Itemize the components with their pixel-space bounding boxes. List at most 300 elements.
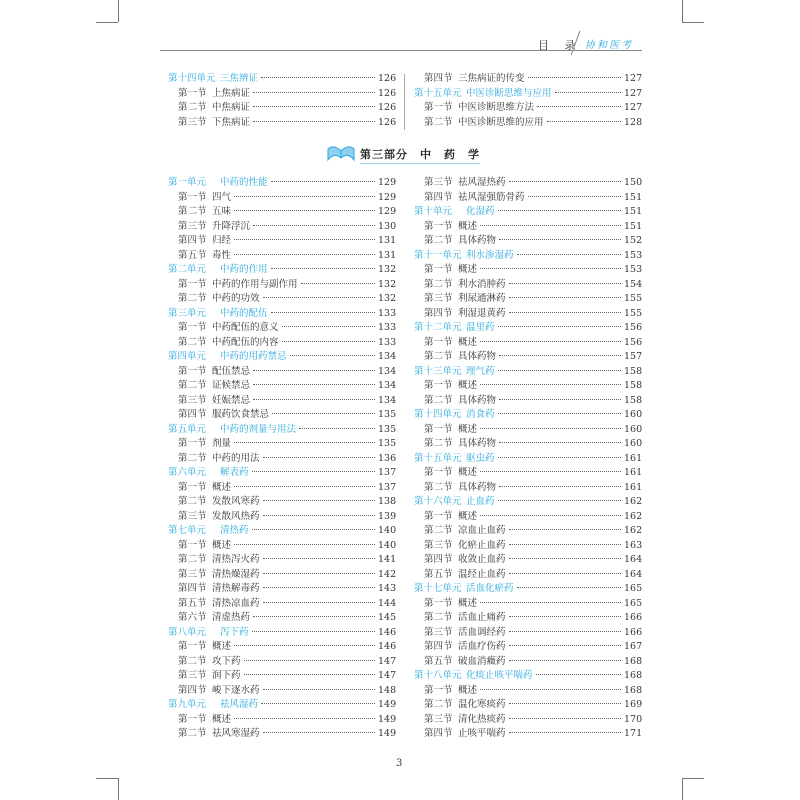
toc-section-entry[interactable] <box>168 249 396 264</box>
entry-number: 第一节 <box>424 423 453 435</box>
entry-number: 第五单元 <box>168 423 207 435</box>
entry-title: 中医诊断思维与应用 <box>466 87 552 99</box>
entry-title: 理气药 <box>466 365 495 377</box>
entry-title: 攻下药 <box>212 655 241 667</box>
toc-unit-entry[interactable] <box>414 408 642 423</box>
entry-number: 第一节 <box>424 380 453 391</box>
entry-number: 第一节 <box>424 102 453 113</box>
toc-section-entry[interactable] <box>414 539 642 554</box>
entry-page: 134 <box>378 380 397 391</box>
entry-label <box>168 669 241 684</box>
entry-label <box>414 234 496 249</box>
entry-label <box>414 481 496 496</box>
entry-page: 128 <box>624 116 643 128</box>
dot-leader <box>499 239 621 240</box>
entry-label <box>414 278 506 293</box>
toc-unit-entry[interactable] <box>414 669 642 684</box>
entry-page: 153 <box>624 249 643 261</box>
toc-section-entry[interactable] <box>414 278 642 293</box>
entry-page: 135 <box>378 409 397 420</box>
entry-number: 第三单元 <box>168 307 207 319</box>
entry-label <box>414 408 495 423</box>
entry-number: 第二节 <box>178 293 207 304</box>
dot-leader <box>509 544 621 545</box>
entry-title: 中药的剂量与用法 <box>220 423 297 435</box>
entry-page: 138 <box>378 496 397 507</box>
entry-label <box>414 640 506 655</box>
dot-leader <box>498 500 621 501</box>
entry-page: 157 <box>624 351 643 362</box>
toc-section-entry[interactable] <box>414 684 642 699</box>
column-divider <box>404 74 405 130</box>
entry-number: 第四节 <box>424 641 453 652</box>
toc-section-entry[interactable] <box>414 116 642 131</box>
entry-label <box>168 684 260 699</box>
entry-page: 135 <box>378 423 397 435</box>
toc-section-entry[interactable] <box>168 727 396 742</box>
entry-label <box>414 205 495 220</box>
toc-section-entry[interactable] <box>414 626 642 641</box>
dot-leader <box>301 283 375 284</box>
entry-label <box>168 408 269 423</box>
crop-mark <box>682 778 683 800</box>
toc-unit-entry[interactable] <box>414 249 642 264</box>
entry-page: 133 <box>378 336 397 348</box>
entry-number: 第一节 <box>424 336 453 348</box>
toc-section-entry[interactable] <box>414 263 642 278</box>
entry-title: 概述 <box>458 380 478 391</box>
open-book-icon <box>326 146 356 164</box>
entry-title: 中医诊断思维方法 <box>458 102 535 113</box>
entry-page: 141 <box>378 554 397 565</box>
entry-label <box>168 394 250 409</box>
toc-section-entry[interactable] <box>168 684 396 699</box>
dot-leader <box>480 384 621 385</box>
entry-number: 第四单元 <box>168 351 207 362</box>
toc-unit-entry[interactable] <box>414 582 642 597</box>
toc-section-entry[interactable] <box>168 292 396 307</box>
dot-leader <box>261 703 375 704</box>
entry-label <box>414 176 506 191</box>
part-heading <box>326 146 480 164</box>
entry-number: 第二节 <box>178 102 207 113</box>
entry-number: 第一单元 <box>168 177 207 188</box>
toc-section-entry[interactable] <box>168 234 396 249</box>
entry-number: 第四节 <box>424 191 453 203</box>
dot-leader <box>244 660 375 661</box>
entry-label <box>168 481 231 496</box>
entry-title: 化痰止咳平喘药 <box>466 670 533 681</box>
toc-unit-entry[interactable] <box>168 466 396 481</box>
entry-label <box>168 539 231 554</box>
entry-title: 凉血止血药 <box>458 525 506 536</box>
toc-section-entry[interactable] <box>414 466 642 481</box>
toc-section-entry[interactable] <box>168 553 396 568</box>
dot-leader <box>263 297 375 298</box>
entry-number: 第五节 <box>424 568 453 580</box>
toc-section-entry[interactable] <box>414 655 642 670</box>
entry-number: 第十七单元 <box>414 583 462 594</box>
entry-page: 160 <box>624 423 643 435</box>
dot-leader <box>480 268 621 269</box>
entry-label <box>414 437 496 452</box>
entry-page: 171 <box>624 728 643 739</box>
entry-label <box>168 495 260 510</box>
entry-label <box>414 307 506 322</box>
entry-title: 消食药 <box>466 409 495 420</box>
entry-label <box>168 437 231 452</box>
entry-title: 活血化瘀药 <box>466 583 514 594</box>
entry-label <box>414 582 514 597</box>
toc-section-entry[interactable] <box>414 713 642 728</box>
entry-number: 第十五单元 <box>414 87 462 99</box>
crop-mark <box>682 22 704 23</box>
entry-label <box>168 263 268 278</box>
entry-page: 126 <box>378 73 397 84</box>
toc-section-entry[interactable] <box>168 191 396 206</box>
entry-label <box>414 336 477 351</box>
toc-section-entry[interactable] <box>414 234 642 249</box>
toc-section-entry[interactable] <box>414 481 642 496</box>
entry-title: 清虚热药 <box>212 612 251 623</box>
dot-leader <box>253 106 375 107</box>
entry-page: 168 <box>624 670 643 681</box>
dot-leader <box>234 254 375 255</box>
entry-number: 第一节 <box>424 510 453 522</box>
toc-section-entry[interactable] <box>168 568 396 583</box>
entry-label <box>414 379 477 394</box>
entry-page: 149 <box>378 713 397 725</box>
toc-section-entry[interactable] <box>414 524 642 539</box>
entry-number: 第二节 <box>178 655 207 667</box>
entry-number: 第二节 <box>178 380 207 391</box>
toc-section-entry[interactable] <box>168 437 396 452</box>
dot-leader <box>498 210 621 211</box>
entry-page: 158 <box>624 365 643 377</box>
dot-leader <box>282 326 375 327</box>
entry-page: 132 <box>378 293 397 304</box>
entry-number: 第三节 <box>178 394 207 406</box>
toc-section-entry[interactable] <box>414 423 642 438</box>
entry-page: 160 <box>624 438 643 449</box>
dot-leader <box>499 399 621 400</box>
toc-section-entry[interactable] <box>414 640 642 655</box>
dot-leader <box>253 225 375 226</box>
entry-number: 第一节 <box>178 438 207 449</box>
toc-section-entry[interactable] <box>168 495 396 510</box>
toc-unit-entry[interactable] <box>168 698 396 713</box>
toc-unit-entry[interactable] <box>414 452 642 467</box>
toc-section-entry[interactable] <box>414 336 642 351</box>
entry-page: 158 <box>624 380 643 391</box>
toc-section-entry[interactable] <box>168 321 396 336</box>
toc-section-entry[interactable] <box>414 191 642 206</box>
entry-number: 第一节 <box>424 467 453 478</box>
entry-page: 126 <box>378 102 397 113</box>
entry-label <box>414 611 506 626</box>
toc-unit-entry[interactable] <box>168 176 396 191</box>
toc-unit-entry[interactable] <box>168 307 396 322</box>
entry-page: 161 <box>624 481 643 493</box>
toc-section-entry[interactable] <box>168 597 396 612</box>
entry-number: 第九单元 <box>168 699 207 710</box>
entry-page: 135 <box>378 438 397 449</box>
toc-unit-entry[interactable] <box>168 626 396 641</box>
entry-page: 151 <box>624 220 643 232</box>
dot-leader <box>528 196 621 197</box>
dot-leader <box>271 312 375 313</box>
dot-leader <box>509 529 621 530</box>
entry-title: 活血疗伤药 <box>458 641 506 652</box>
toc-section-entry[interactable] <box>414 611 642 626</box>
dot-leader <box>263 732 375 733</box>
toc-unit-entry[interactable] <box>168 72 396 87</box>
entry-label <box>168 336 279 351</box>
toc-section-entry[interactable] <box>168 539 396 554</box>
entry-title: 中药的功效 <box>212 293 260 304</box>
crop-mark <box>118 778 119 800</box>
entry-number: 第二节 <box>424 116 453 128</box>
entry-title: 温经止血药 <box>458 568 506 580</box>
entry-title: 中药配伍的意义 <box>212 322 279 333</box>
entry-title: 中药的性能 <box>220 177 268 188</box>
entry-label <box>414 350 496 365</box>
entry-label <box>414 116 544 131</box>
entry-page: 134 <box>378 351 397 362</box>
entry-title: 祛风湿热药 <box>458 177 506 188</box>
toc-section-entry[interactable] <box>414 597 642 612</box>
entry-title: 具体药物 <box>458 235 497 246</box>
entry-label <box>414 191 525 206</box>
entry-title: 利尿通淋药 <box>458 293 506 304</box>
entry-label <box>168 205 231 220</box>
toc-section-entry[interactable] <box>168 713 396 728</box>
dot-leader <box>261 77 375 78</box>
entry-label <box>414 263 477 278</box>
entry-page: 161 <box>624 452 643 464</box>
entry-title: 概述 <box>458 684 478 696</box>
dot-leader <box>509 732 621 733</box>
toc-section-entry[interactable] <box>168 205 396 220</box>
dot-leader <box>480 471 621 472</box>
entry-title: 清热凉血药 <box>212 597 260 609</box>
entry-number: 第一节 <box>178 481 207 493</box>
entry-title: 活血止痛药 <box>458 612 506 623</box>
entry-label <box>414 249 514 264</box>
entry-page: 133 <box>378 307 397 319</box>
dot-leader <box>509 718 621 719</box>
toc-section-entry[interactable] <box>168 655 396 670</box>
entry-label <box>168 423 296 438</box>
entry-page: 143 <box>378 583 397 594</box>
toc-unit-entry[interactable] <box>414 205 642 220</box>
toc-unit-entry[interactable] <box>414 321 642 336</box>
toc-section-entry[interactable] <box>168 452 396 467</box>
entry-number: 第二节 <box>424 351 453 362</box>
dot-leader <box>253 92 375 93</box>
entry-number: 第十五单元 <box>414 452 462 464</box>
dot-leader <box>253 616 375 617</box>
entry-number: 第三节 <box>424 626 453 638</box>
entry-number: 第一节 <box>178 87 207 99</box>
toc-section-entry[interactable] <box>414 394 642 409</box>
toc-section-entry[interactable] <box>168 365 396 380</box>
entry-title: 泻下药 <box>220 626 249 638</box>
entry-title: 祛风寒湿药 <box>212 728 260 739</box>
toc-section-entry[interactable] <box>414 568 642 583</box>
entry-title: 妊娠禁忌 <box>212 394 251 406</box>
entry-page: 131 <box>378 249 397 261</box>
toc-unit-entry[interactable] <box>414 495 642 510</box>
entry-page: 166 <box>624 626 643 638</box>
header-brand: 协和医考 <box>585 40 633 51</box>
toc-section-entry[interactable] <box>414 101 642 116</box>
entry-number: 第二节 <box>424 481 453 493</box>
entry-label <box>168 713 231 728</box>
dot-leader <box>499 442 621 443</box>
dot-leader <box>509 297 621 298</box>
entry-title: 归经 <box>212 235 232 246</box>
dot-leader <box>299 428 375 429</box>
entry-label <box>168 307 268 322</box>
toc-unit-entry[interactable] <box>168 350 396 365</box>
entry-title: 破血消癥药 <box>458 655 506 667</box>
toc-section-entry[interactable] <box>414 698 642 713</box>
entry-label <box>414 365 495 380</box>
toc-section-entry[interactable] <box>168 379 396 394</box>
toc-section-entry[interactable] <box>168 101 396 116</box>
entry-number: 第十二单元 <box>414 322 462 333</box>
entry-number: 第五节 <box>424 655 453 667</box>
entry-title: 概述 <box>458 264 478 275</box>
entry-label <box>168 379 250 394</box>
entry-page: 131 <box>378 235 397 246</box>
dot-leader <box>499 355 621 356</box>
toc-section-entry[interactable] <box>414 292 642 307</box>
entry-number: 第一节 <box>178 713 207 725</box>
toc-section-entry[interactable] <box>168 336 396 351</box>
entry-label <box>168 191 231 206</box>
dot-leader <box>234 210 375 211</box>
toc-unit-entry[interactable] <box>168 263 396 278</box>
dot-leader <box>536 674 621 675</box>
entry-page: 126 <box>378 87 397 99</box>
entry-page: 166 <box>624 612 643 623</box>
entry-page: 155 <box>624 293 643 304</box>
toc-section-entry[interactable] <box>168 582 396 597</box>
toc-section-entry[interactable] <box>414 510 642 525</box>
toc-section-entry[interactable] <box>414 220 642 235</box>
dot-leader <box>244 674 375 675</box>
entry-page: 134 <box>378 365 397 377</box>
toc-section-entry[interactable] <box>168 394 396 409</box>
entry-label <box>414 553 506 568</box>
entry-title: 峻下逐水药 <box>212 684 260 696</box>
dot-leader <box>509 631 621 632</box>
entry-title: 概述 <box>458 220 478 232</box>
entry-number: 第四节 <box>424 73 453 84</box>
entry-number: 第三节 <box>424 293 453 304</box>
entry-page: 149 <box>378 728 397 739</box>
entry-label <box>168 568 260 583</box>
dot-leader <box>480 341 621 342</box>
entry-title: 祛风湿药 <box>220 699 259 710</box>
toc-unit-entry[interactable] <box>414 87 642 102</box>
entry-label <box>168 365 250 380</box>
toc-top-right <box>414 72 642 130</box>
toc-section-entry[interactable] <box>168 481 396 496</box>
dot-leader <box>263 602 375 603</box>
dot-leader <box>509 181 621 182</box>
toc-section-entry[interactable] <box>168 220 396 235</box>
entry-title: 概述 <box>212 713 232 725</box>
entry-title: 活血调经药 <box>458 626 506 638</box>
toc-section-entry[interactable] <box>414 307 642 322</box>
toc-section-entry[interactable] <box>414 553 642 568</box>
entry-page: 151 <box>624 206 643 217</box>
toc-unit-entry[interactable] <box>168 423 396 438</box>
toc-section-entry[interactable] <box>414 350 642 365</box>
dot-leader <box>263 457 375 458</box>
dot-leader <box>509 616 621 617</box>
entry-title: 中焦病证 <box>212 102 251 113</box>
toc-section-entry[interactable] <box>414 176 642 191</box>
dot-leader <box>480 225 621 226</box>
toc-section-entry[interactable] <box>414 379 642 394</box>
dot-leader <box>480 428 621 429</box>
toc-section-entry[interactable] <box>168 87 396 102</box>
entry-label <box>414 539 506 554</box>
toc-section-entry[interactable] <box>168 640 396 655</box>
entry-number: 第十三单元 <box>414 365 462 377</box>
dot-leader <box>290 355 375 356</box>
entry-label <box>168 698 258 713</box>
entry-page: 168 <box>624 655 643 667</box>
crop-mark <box>682 0 683 22</box>
toc-section-entry[interactable] <box>168 611 396 626</box>
toc-unit-entry[interactable] <box>168 524 396 539</box>
toc-section-entry[interactable] <box>168 510 396 525</box>
dot-leader <box>509 660 621 661</box>
entry-title: 止血药 <box>466 496 495 507</box>
entry-label <box>168 72 258 87</box>
entry-number: 第三节 <box>178 116 207 128</box>
toc-section-entry[interactable] <box>168 278 396 293</box>
entry-label <box>414 727 506 742</box>
entry-page: 160 <box>624 409 643 420</box>
entry-page: 151 <box>624 191 643 203</box>
entry-number: 第四节 <box>424 554 453 565</box>
entry-title: 发散风寒药 <box>212 496 260 507</box>
entry-number: 第二节 <box>424 394 453 406</box>
entry-page: 152 <box>624 235 643 246</box>
toc-section-entry[interactable] <box>414 72 642 87</box>
toc-section-entry[interactable] <box>168 408 396 423</box>
toc-unit-entry[interactable] <box>414 365 642 380</box>
toc-section-entry[interactable] <box>414 727 642 742</box>
toc-top-left <box>168 72 396 130</box>
entry-title: 清热解毒药 <box>212 583 260 594</box>
entry-page: 164 <box>624 568 643 580</box>
entry-page: 162 <box>624 496 643 507</box>
toc-section-entry[interactable] <box>414 437 642 452</box>
page-number: 3 <box>396 758 403 769</box>
entry-number: 第一节 <box>178 365 207 377</box>
entry-title: 温里药 <box>466 322 495 333</box>
entry-number: 第二节 <box>424 525 453 536</box>
toc-section-entry[interactable] <box>168 669 396 684</box>
toc-section-entry[interactable] <box>168 116 396 131</box>
